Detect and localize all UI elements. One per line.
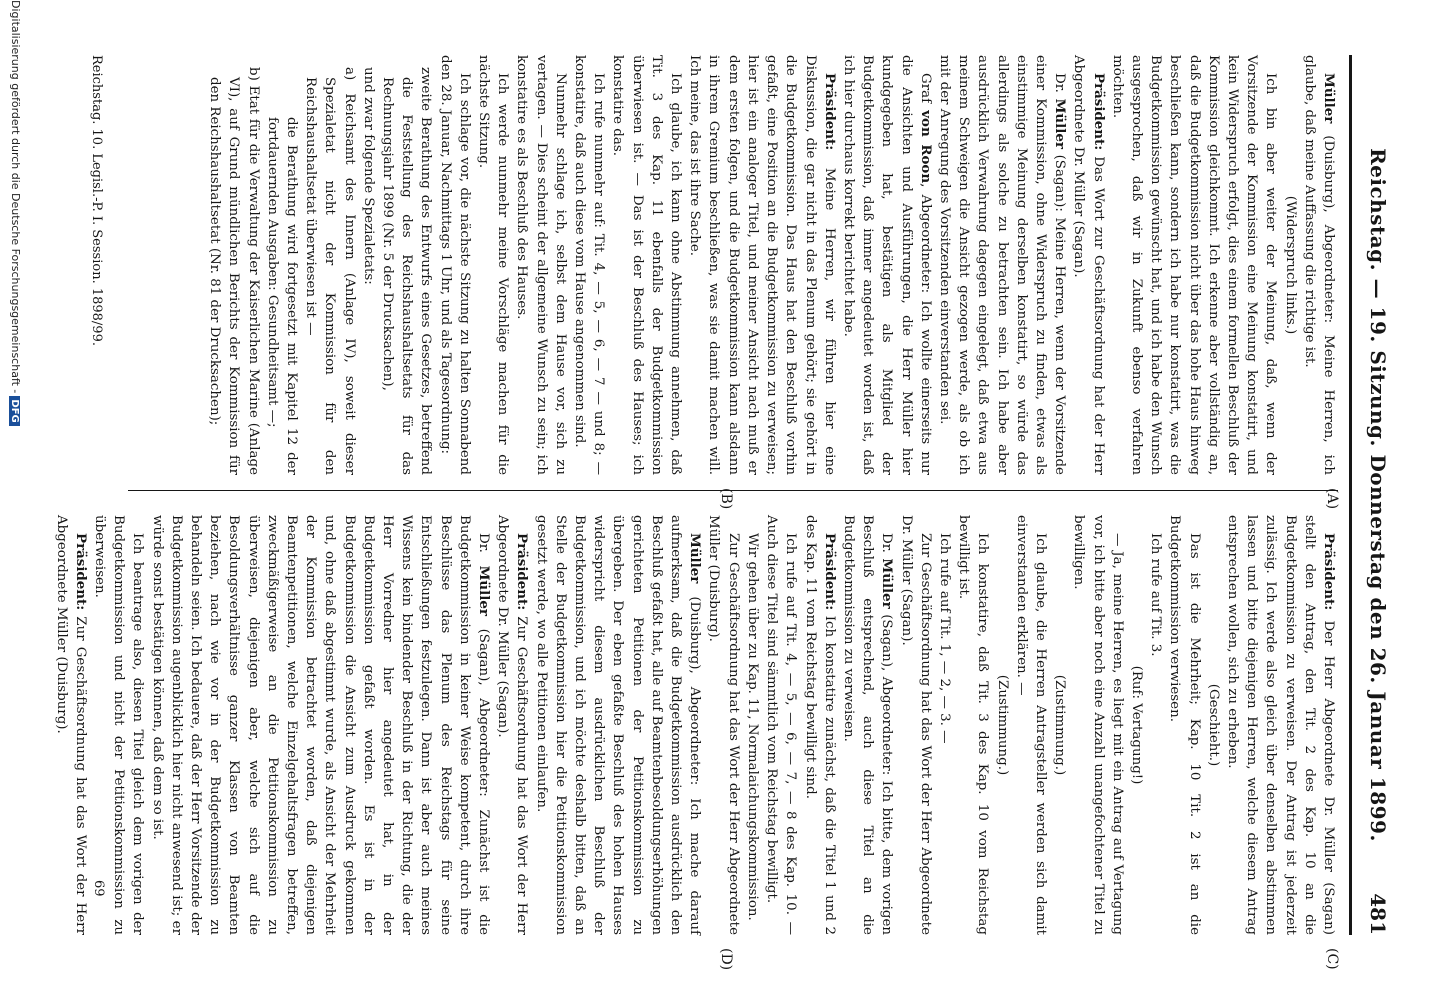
paragraph [839, 55, 935, 475]
paragraph [839, 515, 897, 935]
paragraph-text: Das ist die Mehrheit; Kap. 10 Tit. 2 ist an die Budgetkommission verwiesen. [1167, 515, 1202, 935]
paragraph-text: Ich konstatire zunächst, daß die Titel 1 und 2 des Kap. 11 vom Reichstag bewilligt sind. [802, 515, 837, 935]
newspaper-page [9, 0, 1434, 1000]
paragraph [608, 55, 685, 475]
margin-mark-b: (B) [718, 488, 734, 510]
paragraph-text: Nunmehr schlage ich, selbst dem Hause vor, sich zu vertagen. — Dies scheint der allgemeine Wunsch zu sein; ich konstatire es als Beschluß des Hauses. [514, 55, 568, 475]
paragraph [474, 55, 512, 475]
paragraph [1050, 515, 1069, 935]
speaker-name: Präsident: [1321, 533, 1337, 611]
paragraph [896, 515, 934, 935]
paragraph [205, 55, 263, 475]
paragraph-text: Ich glaube, ich kann ohne Abstimmung annehmen, daß Tit. 3 des Kap. 11 ebenfalls der Budgetkommission überwiesen ist. — Das ist der Beschluß des Hauses; ich konstatire das. [610, 55, 684, 475]
speaker-name: Müller [879, 558, 896, 609]
paragraph [1012, 515, 1050, 935]
paragraph-text: (Zustimmung.) [1052, 674, 1068, 776]
paragraph [1127, 515, 1146, 935]
paragraph [378, 55, 436, 475]
paragraph-text: Dr. [476, 533, 492, 566]
speaker-name: Präsident: [1090, 73, 1107, 151]
paragraph-text: (Sagan), Abgeordneter: Ich bitte, dem vorigen Beschluß entsprechend, auch diese Titel an die Budgetkommission zu verweisen. [840, 515, 895, 935]
page-number: 481 [1366, 893, 1390, 935]
paragraph [704, 515, 742, 935]
paragraph-text: Ich beantrage also, diesen Titel gleich dem vorigen der Budgetkommission und nicht der Petitionskommission zu überweisen. [92, 515, 146, 935]
page-title: Reichstag. — 19. Sitzung. Donnerstag den 26. Januar 1899. [1366, 148, 1390, 842]
paragraph [762, 515, 800, 935]
speaker-name: Präsident: [821, 73, 838, 151]
paragraph [1223, 515, 1338, 935]
paragraph [301, 55, 359, 475]
paragraph [512, 55, 570, 475]
paragraph-text: Zur Geschäftsordnung hat das Wort der Herr Abgeordnete Dr. Müller (Sagan). [495, 515, 530, 935]
text-column-right [128, 55, 1338, 475]
paragraph [1165, 515, 1203, 935]
speaker-name: Präsident: [72, 533, 89, 611]
paragraph [90, 515, 148, 935]
paragraph-text: Ich rufe auf Tit. 4, — 5, — 6, — 7, — 8 des Kap. 10. — Auch diese Titel sind sämmtlich vom Reichstag bewilligt. [764, 515, 799, 935]
paragraph [1069, 55, 1107, 475]
paragraph-text: Ich rufe nunmehr auf: Tit. 4, — 5, — 6, — 7 — und 8; — konstatire, daß auch diese vom Hause angenommen sind. [572, 55, 607, 475]
paragraph-text: und zwar folgende Spezialetats: [360, 67, 376, 285]
paragraph [493, 515, 531, 935]
paragraph [800, 515, 838, 935]
speaker-name: von Roon [917, 110, 934, 184]
paragraph [263, 55, 301, 475]
paragraph [743, 515, 762, 935]
paragraph-text: Ich rufe auf Tit. 3. [1148, 533, 1164, 657]
paragraph-text: (Widerspruch links.) [1282, 195, 1298, 335]
paragraph [531, 515, 704, 935]
paragraph [435, 55, 473, 475]
paragraph-text: (Geschieht.) [1205, 683, 1221, 767]
page-header [1358, 55, 1394, 935]
paragraph [1280, 55, 1299, 475]
speaker-name: Präsident: [514, 533, 531, 611]
speaker-name: Müller [687, 533, 704, 584]
speaker-name: Präsident: [821, 533, 838, 611]
paragraph [51, 515, 89, 935]
paragraph [147, 515, 493, 935]
paragraph [570, 55, 608, 475]
paragraph-text: Meine Herren, wir führen hier eine Diskussion, die gar nicht in das Plenum gehört; sie gehört in die Budgetkommission. Das Haus hat den Beschluß vorhin gefaßt, eine Position an die Budgetkommission zu verweisen; hier ist ein analoger Titel, und meiner Ansicht nach muß er dem ersten folgen, und die Budgetkommission kann alsdann in ihrem Gremium beschließen, was sie damit machen will. Ich meine, das ist ihre Sache. [687, 55, 837, 475]
paragraph [1300, 55, 1338, 475]
paragraph [359, 55, 378, 475]
speaker-name: Müller [1321, 73, 1337, 124]
paragraph-text: Ich bin aber weiter der Meinung, daß, wenn der Vorsitzende der Kommission eine Meinung konstatirt, und kein Widerspruch erfolgt, dies einem formellen Beschluß der Kommission gleichkommt. Ich erkenne aber vollständig an, daß die Budgetkommission nicht über das hohe Haus hinweg beschließen kann, sondern ich habe nur konstatirt, was die Budgetkommission gewünscht hat, und ich habe den Wunsch ausgesprochen, daß wir in Zukunft ebenso verfahren möchten. [1109, 55, 1279, 475]
paragraph-text: Ich glaube, die Herren Antragsteller werden sich damit einverstanden erklären. — [1013, 515, 1048, 935]
speaker-name: Müller [1052, 98, 1069, 149]
paragraph [1069, 515, 1127, 935]
paragraph [935, 55, 1069, 475]
digitization-credit [9, 0, 22, 426]
margin-mark-c: (C) [1324, 948, 1340, 970]
header-rule [1349, 55, 1352, 935]
paragraph-text: Ich werde nunmehr meine Vorschläge machen für die nächste Sitzung. [476, 55, 511, 475]
paragraph-text: Ich konstatire, daß Tit. 3 des Kap. 10 vom Reichstag bewilligt ist. [956, 515, 991, 935]
paragraph-text: zweite Berathung des Entwurfs eines Gesetzes, betreffend die Feststellung des Reichshaushaltsetats für das Rechnungsjahr 1899 (Nr. 5 der Drucksachen), [380, 67, 434, 475]
paragraph-text: die Berathung wird fortgesetzt mit Kapitel 12 der fortdauernden Ausgaben: Gesundheitsamt —; [264, 117, 300, 475]
paragraph-text: , Abgeordneter: Ich wollte einerseits nur die Ansichten und Ausführungen, die Herr Müller hier kundgegeben hat, bestätigen als Mitglied der Budgetkommission, daß immer angedeutet worden ist, daß ich hier durchaus korrekt berichtet habe. [840, 55, 933, 475]
paragraph-text: Ich schlage vor, die nächste Sitzung zu halten Sonnabend den 28. Januar, Nachmittags 1 Uhr, und als Tagesordnung: [437, 55, 472, 475]
paragraph-text: — Ja, meine Herren, es liegt mit ein Antrag auf Vertagung vor, ich bitte aber noch eine Anzahl unangefochtener Titel zu bewilligen. [1071, 515, 1125, 935]
paragraph-text: Zur Geschäftsordnung hat das Wort der Herr Abgeordnete Dr. Müller (Sagan). [898, 515, 933, 935]
paragraph-text: (Duisburg), Abgeordneter: Meine Herren, ich glaube, daß meine Auffassung die richtige ist. [1301, 55, 1336, 475]
paragraph [992, 515, 1011, 935]
paragraph-text: Dr. [1052, 73, 1068, 99]
paragraph [1146, 515, 1165, 935]
paragraph [954, 515, 992, 935]
footer-source: Reichstag. 10. Legisl.-P. I. Session. 1898/99. [89, 55, 104, 346]
paragraph [935, 515, 954, 935]
paragraph-text: Ich rufe auf Tit. 1, — 2, — 3. — [936, 533, 952, 744]
paragraph-text: Wir gehen über zu Kap. 11, Normalaichungskommission. [744, 533, 760, 921]
column-divider [128, 490, 1338, 491]
paragraph [1108, 55, 1281, 475]
paragraph [685, 55, 839, 475]
footer-signature: 69 [91, 880, 106, 897]
dfg-logo: DFG [9, 396, 20, 425]
paragraph-text: b) Etat für die Verwaltung der Kaiserlichen Marine (Anlage VI), auf Grund mündlichen Berichts der Kommission für den Reichshaushaltsetat (Nr. 81 der Drucksachen); [207, 67, 261, 475]
margin-mark-d: (D) [718, 948, 734, 971]
paragraph-text: Zur Geschäftsordnung hat das Wort der Herr Abgeordnete Müller (Duisburg). [53, 515, 88, 935]
paragraph-text: a) Reichsamt des Innern (Anlage IV), soweit dieser Spezialetat nicht der Kommission für den Reichshaushaltsetat überwiesen ist — [303, 67, 357, 475]
paragraph-text: Zur Geschäftsordnung hat das Wort der Herr Abgeordnete Müller (Duisburg). [706, 515, 741, 935]
paragraph-text: (Zustimmung.) [994, 674, 1010, 776]
paragraph-text: Dr. [879, 533, 895, 559]
credit-text: Digitalisierung gefördert durch die Deutsche Forschungsgemeinschaft - [9, 0, 22, 394]
paragraph-text: Graf [917, 73, 933, 111]
paragraph-text: (Sagan), Abgeordneter: Zunächst ist die Budgetkommission in keiner Weise kompetent, durch ihre Beschlüsse das Plenum des Reichstags für seine Entschließungen festzulegen. Dann ist aber auch meines Wissens kein bindender Beschluß in der Richtung, die der Herr Vorredner hier angedeutet hat, in der Budgetkommission gefaßt worden. Es ist in der Budgetkommission die Ansicht zum Ausdruck gekommen und, ohne daß abgestimmt wurde, als Ansicht der Mehrheit der Kommission betrachtet worden, daß diejenigen Beamtenpetitionen, welche Einzelgehaltsfragen betreffen, zweckmäßigerweise an die Petitionskommission zu überweisen, diejenigen aber, welche sich auf die Besoldungsverhältnisse ganzer Klassen von Beamten beziehen, nach wie vor in der Budgetkommission zu behandeln seien. Ich bedauere, daß der Herr Vorsitzende der Budgetkommission augenblicklich hier nicht anwesend ist; er würde sonst bestätigen können, daß dem so ist. [149, 515, 492, 936]
paragraph-text: Der Herr Abgeordnete Dr. Müller (Sagan) stellt den Antrag, den Tit. 2 des Kap. 10 an die Budgetkommission zu verweisen. Der Antrag ist jederzeit zulässig. Ich werde also gleich über denselben abstimmen lassen und bitte diejenigen Herren, welche diesem Antrag entsprechen wollen, sich zu erheben. [1224, 515, 1336, 935]
speaker-name: Müller [476, 565, 493, 616]
margin-mark-a: (A) [1324, 488, 1340, 510]
paragraph-text: (Ruf: Vertagung!) [1128, 665, 1144, 785]
paragraph-text: (Sagan): Meine Herren, wenn der Vorsitzende einer Kommission, ohne Widerspruch zu finden, etwas als einstimmige Meinung derselben konstatirt, so würde das allerdings als solche zu betrachten sein. Ich habe aber ausdrücklich Verwahrung dagegen eingelegt, daß etwa aus meinem Schweigen die Ansicht gezogen werde, als ob ich mit der Anregung des Vorsitzenden einverstanden sei. [936, 55, 1068, 475]
paragraph [1204, 515, 1223, 935]
paragraph-text: (Duisburg), Abgeordneter: Ich mache darauf aufmerksam, daß die Budgetkommission ausdrücklich den Beschluß gefaßt hat, alle auf Beamtenbesoldungserhöhungen gerichteten Petitionen der Petitionskommission zu übergeben. Der eben gefaßte Beschluß des hohen Hauses widerspricht diesem ausdrücklichen Beschluß der Budgetkommission, und ich möchte deshalb bitten, daß an Stelle der Budgetkommission hier die Petitionskommission gesetzt werde, wo alle Petitionen einlaufen. [533, 515, 703, 935]
paragraph-text: Das Wort zur Geschäftsordnung hat der Herr Abgeordnete Dr. Müller (Sagan). [1071, 55, 1106, 475]
